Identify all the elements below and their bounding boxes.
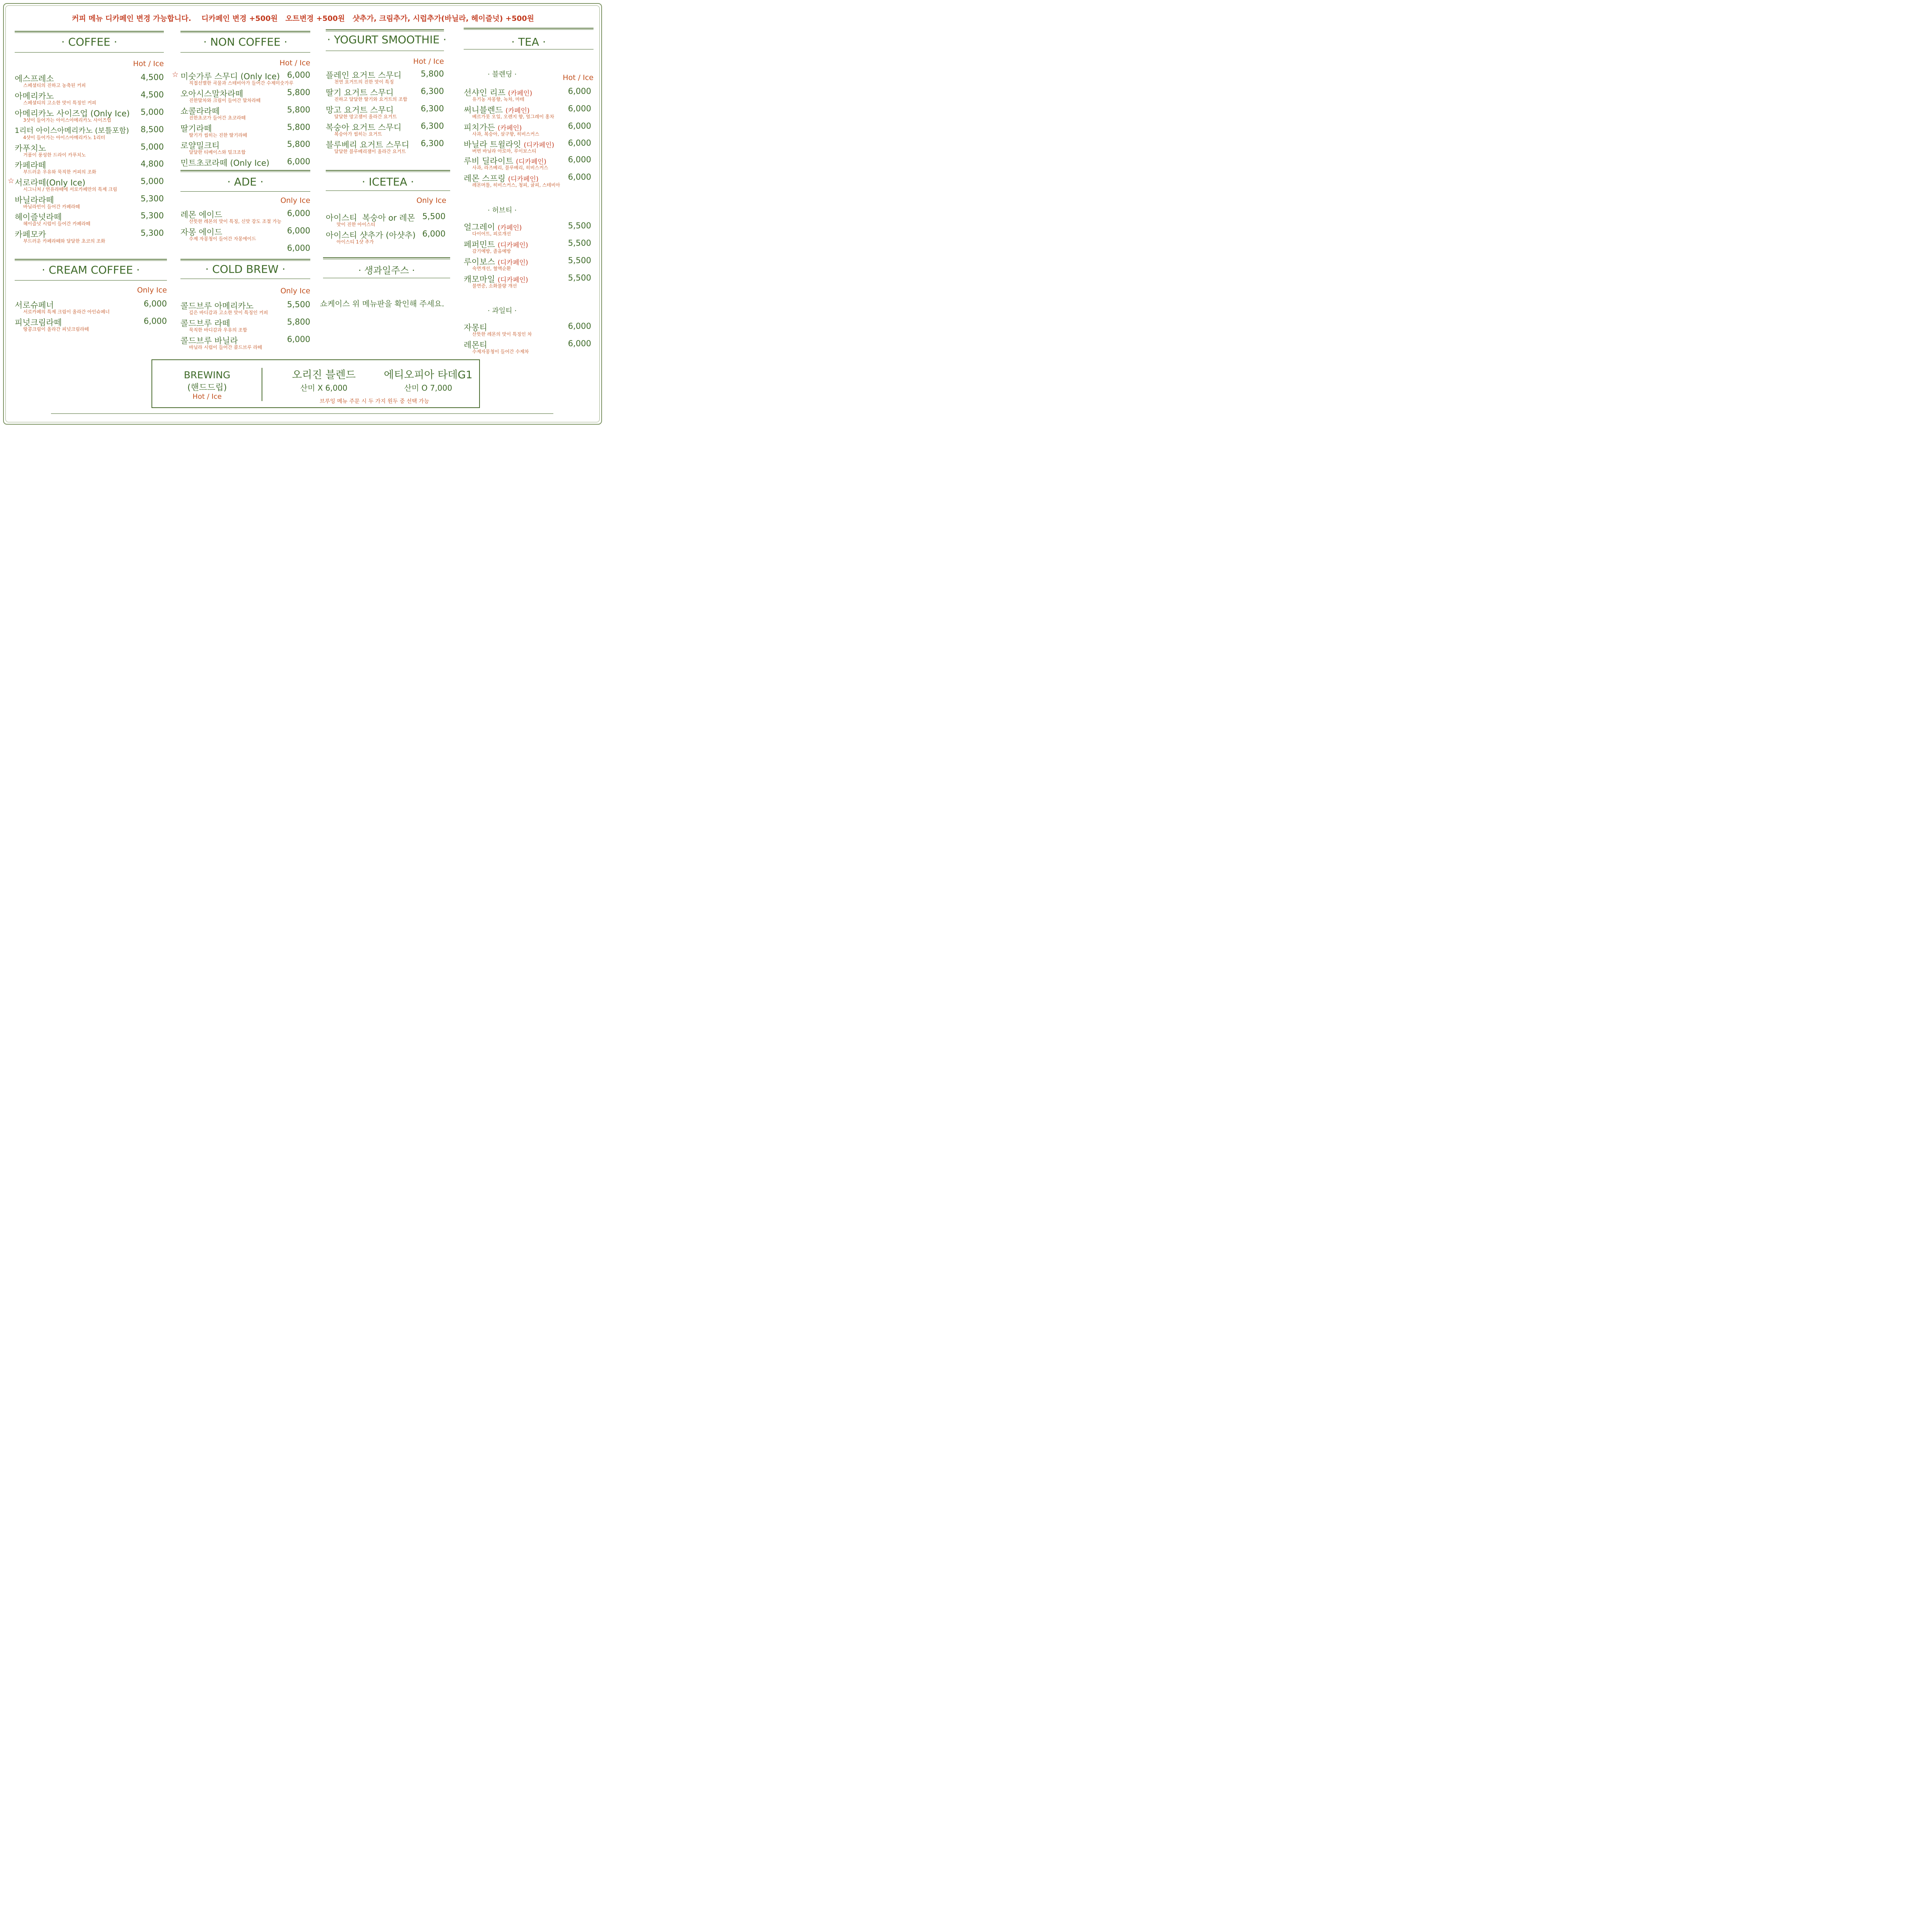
ade-title: · ADE · (227, 175, 264, 188)
item-desc: 수제자몽청이 들어간 수제차 (472, 349, 529, 354)
star-icon: ☆ (8, 177, 15, 185)
caffeine-tag: (카페인) (505, 107, 530, 115)
menu-item (15, 90, 164, 107)
menu-item (180, 209, 310, 226)
item-name: 써니블렌드 (카페인) (464, 105, 530, 115)
item-price: 5,300 (140, 194, 164, 203)
menu-item (326, 69, 444, 86)
item-desc: 직접선별한 곡물과 스테비아가 들어간 수제미숫가루 (189, 80, 294, 86)
item-name: 로얄밀크티 (180, 141, 220, 150)
herb-subhead: · 허브티 · (488, 206, 517, 214)
item-price: 5,800 (420, 69, 444, 78)
menu-item (15, 73, 164, 90)
cream-coffee-section (15, 259, 167, 336)
non-coffee-hot-ice-label: Hot / Ice (279, 59, 310, 67)
item-desc: 숙면개선, 혈액순환 (472, 266, 511, 271)
item-name: 서로슈페너 (15, 301, 54, 310)
caffeine-tag: (디카페인) (497, 242, 528, 249)
item-name: 망고 요거트 스무디 (326, 105, 394, 115)
caffeine-tag: (디카페인) (497, 259, 528, 267)
item-price: 5,000 (140, 177, 164, 186)
item-price: 6,000 (287, 243, 310, 253)
tea-hot-ice-label: Hot / Ice (563, 73, 594, 82)
item-price: 6,000 (287, 70, 310, 80)
non-coffee-header (180, 31, 310, 53)
item-name: 헤이즐넛라떼 (15, 213, 62, 222)
menu-item (180, 122, 310, 139)
caffeine-tag: (디카페인) (524, 141, 554, 149)
item-desc: 산뜻한 레몬의 맛이 특징, 신맛 강도 조절 가능 (189, 219, 282, 224)
non-coffee-title: · NON COFFEE · (203, 36, 287, 48)
item-desc: 스페셜티의 고소한 맛이 특징인 커피 (23, 100, 97, 105)
item-name: 캐모마일 (디카페인) (464, 275, 528, 284)
item-name: 아이스티 복숭아 or 레몬 (326, 213, 415, 223)
item-name: 레몬티 (464, 340, 487, 350)
menu-item (464, 221, 591, 238)
icetea-title: · ICETEA · (362, 175, 414, 188)
item-desc: 거품이 풍성한 드라이 카푸치노 (23, 152, 86, 158)
item-name: 미숫가루 스무디 (Only Ice) (180, 72, 280, 81)
yogurt-header (326, 29, 447, 51)
item-price: 5,500 (422, 212, 446, 221)
item-price: 4,500 (140, 90, 164, 99)
menu-item (326, 229, 446, 246)
item-name: 바닐라라떼 (15, 196, 54, 205)
item-price: 5,800 (287, 139, 310, 149)
item-name: 블루베리 요거트 스무디 (326, 140, 410, 150)
brewing-note: 브루잉 메뉴 주문 시 두 가지 원두 중 선택 가능 (320, 398, 429, 405)
item-name: 아메리카노 (15, 92, 54, 101)
item-name: 카페라떼 (15, 161, 46, 170)
item-desc: 서로카페의 특제 크림이 올라간 아인슈페너 (23, 309, 110, 315)
item-name: 자몽티 (464, 323, 487, 332)
item-name: 레몬 에이드 (180, 210, 223, 219)
coffee-title: · COFFEE · (61, 36, 117, 48)
coffee-hot-ice-label: Hot / Ice (133, 60, 164, 68)
item-price: 6,000 (568, 104, 591, 113)
item-price: 6,000 (568, 339, 591, 348)
juice-section (320, 257, 450, 311)
non-coffee-section (172, 31, 310, 170)
item-name: 에스프레소 (15, 74, 54, 83)
item-desc: 묵직한 바디감과 우유의 조합 (189, 327, 247, 333)
cold-brew-title: · COLD BREW · (205, 263, 286, 276)
item-price: 6,000 (568, 155, 591, 164)
item-price: 5,800 (287, 317, 310, 327)
coffee-header (15, 31, 164, 53)
item-name: 1리터 아이스아메리카노 (보틀포함) (15, 126, 129, 135)
menu-item (8, 177, 164, 194)
item-desc: 헤이즐넛 시럽이 들어간 카페라떼 (23, 221, 90, 226)
item-name: 아메리카노 사이즈업 (Only Ice) (15, 109, 130, 118)
origin-blend-name: 오리진 블렌드 (292, 369, 356, 381)
coffee-section (8, 31, 164, 247)
menu-item (326, 104, 444, 121)
caffeine-tag: (카페인) (508, 90, 532, 97)
menu-item (326, 87, 444, 104)
ethiopia-name: 에티오피아 타데G1 (384, 369, 473, 381)
item-price: 5,500 (568, 256, 591, 265)
item-price: 5,800 (287, 105, 310, 114)
item-price: 6,000 (568, 172, 591, 182)
item-desc: 베르가못 오일, 오렌지 향, 얼그레이 홍차 (472, 114, 554, 119)
fruit-tea-subhead: · 과일티 · (488, 307, 517, 315)
cold-brew-only-ice-label: Only Ice (280, 287, 310, 295)
menu-item (15, 142, 164, 159)
menu-item (464, 339, 591, 356)
brewing-box (151, 359, 480, 408)
item-name: 쇼콜라라떼 (180, 107, 220, 116)
menu-item (326, 139, 444, 156)
origin-blend-price: 산미 X 6,000 (300, 383, 348, 393)
icetea-section (326, 170, 450, 247)
menu-item (180, 105, 310, 122)
item-desc: 레몬머틀, 히비스커스, 청피, 귤피, 스테비아 (472, 182, 560, 188)
menu-item (464, 172, 591, 189)
item-desc: 달달한 티베이스와 밀크조합 (189, 150, 246, 155)
item-desc: 감기예방, 졸음예방 (472, 248, 511, 254)
item-price: 4,800 (140, 159, 164, 168)
item-name: 민트초코라떼 (Only Ice) (180, 158, 270, 168)
item-price: 6,300 (420, 121, 444, 131)
item-desc: 사과, 복숭아, 살구향, 히비스커스 (472, 131, 539, 137)
ethiopia-price: 산미 O 7,000 (404, 383, 452, 393)
brewing-subtitle: (핸드드립) (187, 383, 227, 393)
item-name: 피넛크림라떼 (15, 318, 62, 327)
item-desc: 맛이 진한 아이스티 (337, 222, 376, 227)
item-price: 5,000 (140, 142, 164, 151)
item-price: 5,800 (287, 122, 310, 132)
item-price: 6,000 (568, 138, 591, 148)
menu-item (464, 155, 591, 172)
item-desc: 스페셜티의 진하고 농축된 커피 (23, 83, 86, 88)
item-name: 바닐라 트윌라잇 (디카페인) (464, 140, 554, 149)
item-name: 복숭아 요거트 스무디 (326, 123, 401, 132)
item-desc: 산뜻한 레몬의 맛이 특징인 차 (472, 332, 532, 337)
yogurt-hot-ice-label: Hot / Ice (413, 57, 444, 66)
menu-item (180, 226, 310, 243)
caffeine-tag: (디카페인) (508, 175, 539, 183)
menu-item (464, 238, 591, 255)
menu-item (464, 138, 591, 155)
item-desc: 사과, 라즈베리, 블루베리, 히비스커스 (472, 165, 548, 170)
item-name: 페퍼민트 (디카페인) (464, 240, 528, 249)
item-name: 딸기라떼 (180, 124, 212, 133)
menu-item (15, 211, 164, 228)
item-name: 루비 딜라이트 (디카페인) (464, 156, 547, 166)
menu-item (180, 243, 310, 260)
icetea-header (326, 170, 450, 191)
menu-item (15, 159, 164, 176)
item-price: 5,800 (287, 88, 310, 97)
cold-brew-section (180, 259, 310, 352)
item-price: 6,300 (420, 139, 444, 148)
menu-item (15, 107, 164, 124)
item-desc: 땅콩크림이 올라간 피넛크림라떼 (23, 327, 89, 332)
item-price: 5,500 (568, 238, 591, 248)
menu-item (464, 273, 591, 290)
cold-brew-header (180, 259, 310, 279)
star-icon: ☆ (172, 70, 179, 79)
item-desc: 불면증, 소화불량 개선 (472, 283, 517, 289)
item-price: 6,300 (420, 87, 444, 96)
bottom-divider (51, 413, 553, 414)
item-name: 콜드브루 라떼 (180, 319, 230, 328)
item-desc: 깊은 바디감과 고소한 맛이 특징인 커피 (189, 310, 268, 315)
menu-item (326, 212, 446, 229)
tea-title: · TEA · (511, 36, 546, 48)
item-price: 6,000 (287, 157, 310, 166)
menu-item (464, 104, 591, 121)
menu-item (15, 194, 164, 211)
item-price: 5,000 (140, 107, 164, 117)
item-price: 4,500 (140, 73, 164, 82)
item-price: 5,300 (140, 211, 164, 220)
item-name: 루이보스 (디카페인) (464, 257, 528, 267)
cream-coffee-only-ice-label: Only Ice (137, 286, 167, 294)
ade-header (180, 170, 310, 192)
caffeine-tag: (카페인) (497, 224, 522, 232)
menu-item (15, 228, 164, 245)
item-price: 8,500 (140, 125, 164, 134)
menu-item (172, 70, 310, 87)
menu-item (326, 121, 444, 138)
item-name: 오아시스말차라떼 (180, 89, 243, 99)
item-name: 카푸치노 (15, 144, 46, 153)
item-price: 6,000 (568, 87, 591, 96)
item-desc: 바닐라 시럽이 들어간 콜드브루 라떼 (189, 345, 262, 350)
menu-item (180, 300, 310, 317)
item-desc: 시그니처 / 연유라떼에 서로카페만의 특제 크림 (23, 187, 117, 192)
item-name: 콜드브루 바닐라 (180, 336, 238, 345)
item-price: 5,500 (287, 300, 310, 309)
item-price: 6,000 (143, 316, 167, 326)
item-name: 서로라떼(Only Ice) (15, 178, 85, 187)
caffeine-tag: (디카페인) (497, 276, 528, 284)
item-name: 아이스티 샷추가 (아샷추) (326, 231, 416, 240)
item-price: 6,000 (287, 226, 310, 235)
menu-item (15, 125, 164, 142)
item-desc: 진한초코가 들어간 초코라떼 (189, 115, 246, 121)
item-name: 피치가든 (카페인) (464, 123, 522, 132)
juice-header (323, 257, 450, 278)
yogurt-title: · YOGURT SMOOTHIE · (327, 33, 447, 46)
item-desc: 달달한 망고잼이 올라간 요거트 (334, 114, 397, 119)
brewing-title: BREWING (184, 369, 231, 381)
item-price: 5,300 (140, 228, 164, 238)
item-price: 6,000 (143, 299, 167, 308)
juice-notice: 쇼케이스 위 메뉴판을 확인해 주세요. (320, 299, 444, 308)
item-desc: 진하고 달달한 딸기와 요거트의 조합 (334, 97, 408, 102)
icetea-only-ice-label: Only Ice (416, 196, 446, 205)
juice-title: · 생과일주스 · (358, 265, 415, 276)
item-desc: 부드러운 카페라떼와 달달한 초코의 조화 (23, 238, 105, 244)
item-desc: 아이스티 1샷 추가 (337, 239, 374, 245)
blending-subhead: · 블렌딩 · (488, 70, 517, 78)
ade-only-ice-label: Only Ice (280, 196, 310, 205)
menu-item (180, 335, 310, 352)
item-name: 딸기 요거트 스무디 (326, 88, 394, 97)
item-price: 6,000 (568, 321, 591, 331)
item-price: 6,000 (568, 121, 591, 131)
menu-item (180, 317, 310, 334)
item-desc: 부드러운 우유와 묵직한 커피의 조화 (23, 169, 97, 175)
item-price: 6,000 (422, 229, 446, 238)
item-desc: 딸기가 씹히는 진한 딸기라떼 (189, 133, 247, 138)
item-desc: 바닐라빈이 들어간 카페라떼 (23, 204, 80, 209)
item-desc: 버번 바닐라 아로마, 루이보스티 (472, 148, 536, 154)
menu-item (464, 256, 591, 273)
item-name: 플레인 요거트 스무디 (326, 71, 401, 80)
item-price: 5,500 (568, 221, 591, 230)
item-name: 선샤인 리프 (카페인) (464, 88, 532, 97)
item-desc: 다이어트, 피로개선 (472, 231, 511, 236)
yogurt-smoothie-section (326, 29, 447, 168)
item-name: 얼그레이 (카페인) (464, 223, 522, 232)
item-desc: 수제 자몽청이 들어간 자몽에이드 (189, 236, 256, 242)
menu-item (464, 321, 591, 338)
brewing-hot-ice-label: Hot / Ice (192, 393, 222, 401)
item-desc: 복숭아가 씹히는 요거트 (334, 131, 382, 137)
item-price: 6,300 (420, 104, 444, 113)
item-name: 콜드브루 아메리카노 (180, 301, 254, 311)
item-name: 레몬 스프링 (디카페인) (464, 174, 539, 183)
tea-section (464, 28, 594, 360)
tea-header (464, 28, 594, 49)
item-price: 6,000 (287, 335, 310, 344)
caffeine-tag: (카페인) (497, 124, 522, 132)
cream-coffee-header (15, 259, 167, 281)
menu-item (180, 139, 310, 156)
menu-item (464, 87, 591, 104)
option-banner: 커피 메뉴 디카페인 변경 가능합니다. 디카페인 변경 +500원 오트변경 +500원 샷추가, 크림추가, 시럽추가(바닐라, 헤이즐넛) +500원 (71, 14, 534, 23)
menu-item (15, 299, 167, 316)
caffeine-tag: (디카페인) (516, 158, 547, 166)
ade-section (180, 170, 310, 255)
menu-item (180, 88, 310, 105)
item-name: 카페모카 (15, 230, 46, 239)
item-desc: 진한말차와 크림이 들어간 말차라떼 (189, 98, 261, 103)
menu-item (15, 316, 167, 333)
item-price: 5,500 (568, 273, 591, 282)
item-desc: 천연 요거트의 진한 맛이 특징 (334, 79, 394, 85)
item-price: 6,000 (287, 209, 310, 218)
item-desc: 3샷이 들어가는 아이스아메리카노 사이즈업 (23, 117, 111, 123)
menu-item (464, 121, 591, 138)
item-desc: 달달한 블루베리잼이 올라간 요거트 (334, 149, 406, 154)
item-name: 자몽 에이드 (180, 228, 223, 237)
cream-coffee-title: · CREAM COFFEE · (42, 264, 140, 276)
item-desc: 유기농 자몽향, 녹차, 마테 (472, 97, 524, 102)
item-desc: 4샷이 들어가는 아이스아메리카노 1리터 (23, 135, 105, 140)
